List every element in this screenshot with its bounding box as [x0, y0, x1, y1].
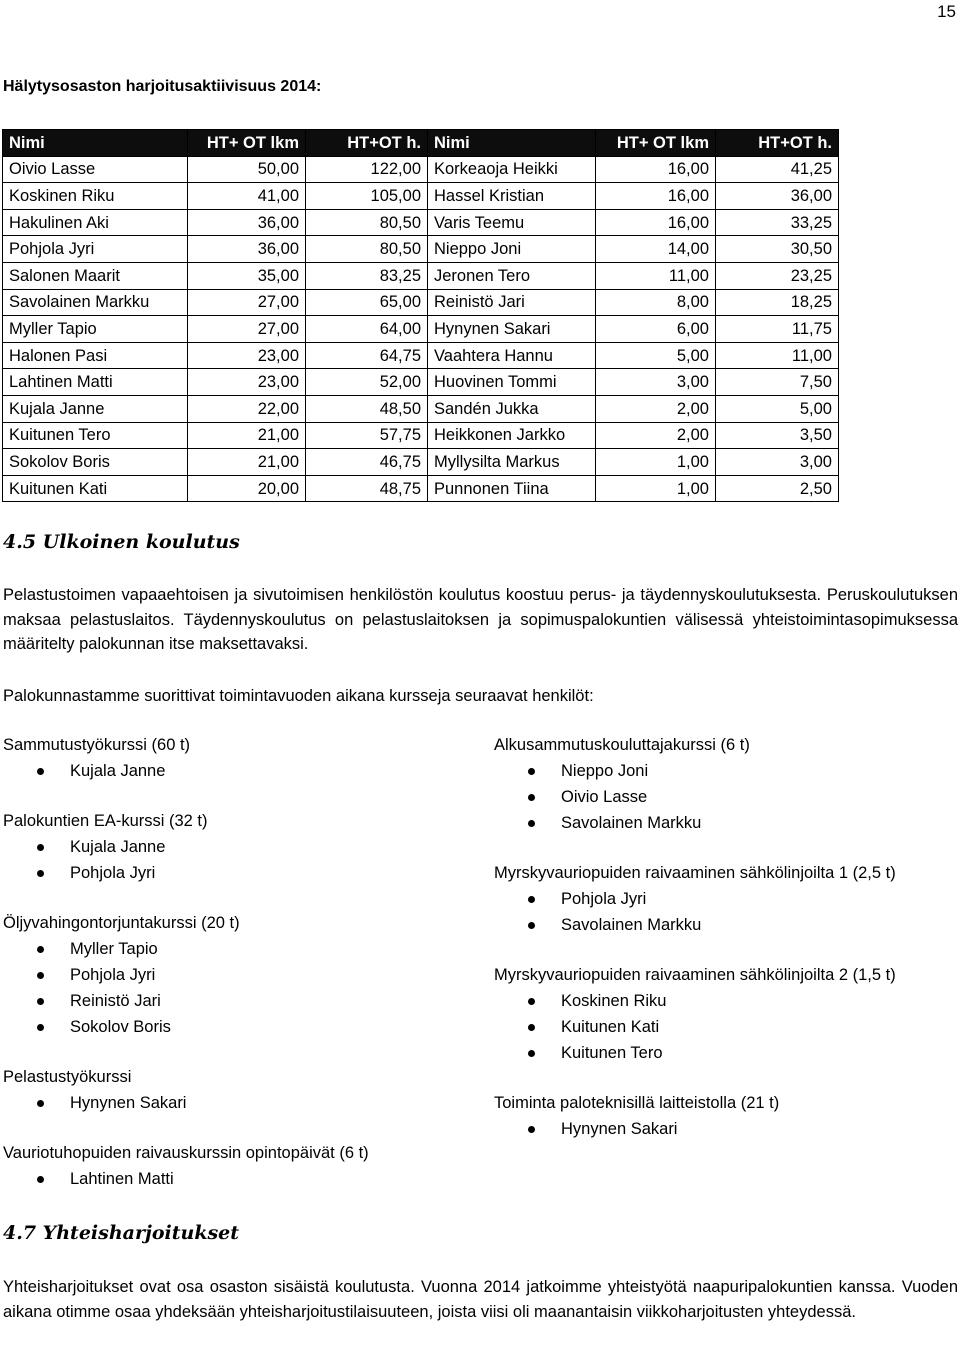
- participant-name: Hynynen Sakari: [70, 1094, 187, 1112]
- bullet-icon: [528, 794, 535, 801]
- bullet-icon: [37, 844, 44, 851]
- table-row: [3, 475, 839, 502]
- group-spacer: [3, 1116, 473, 1140]
- bullet-icon: [37, 768, 44, 775]
- bullet-icon: [528, 998, 535, 1005]
- cell-name-1: Halonen Pasi: [3, 342, 188, 369]
- participant-name: Pohjola Jyri: [561, 890, 647, 908]
- list-item: [3, 1014, 473, 1040]
- list-item: [494, 1040, 960, 1066]
- course-title: Öljyvahingontorjuntakurssi (20 t): [3, 914, 240, 932]
- cell-count-1: 36,00: [188, 236, 306, 263]
- cell-hours-2: 11,75: [716, 316, 839, 343]
- table-row: [3, 395, 839, 422]
- section-4-5-paragraph-2: Palokunnastamme suorittivat toimintavuoden aikana kursseja seuraavat henkilöt:: [3, 687, 594, 705]
- col-header-count-1: HT+ OT lkm: [188, 130, 306, 157]
- list-item: [3, 936, 473, 962]
- section-4-7-heading: 4.7 Yhteisharjoitukset: [3, 1222, 240, 1244]
- cell-hours-1: 48,75: [306, 475, 428, 502]
- participant-name: Lahtinen Matti: [70, 1170, 174, 1188]
- cell-count-1: 35,00: [188, 262, 306, 289]
- cell-count-1: 41,00: [188, 183, 306, 210]
- list-item: [494, 1116, 960, 1142]
- participant-name: Pohjola Jyri: [70, 864, 156, 882]
- cell-count-1: 23,00: [188, 342, 306, 369]
- cell-count-2: 8,00: [596, 289, 716, 316]
- group-spacer: [494, 938, 960, 962]
- cell-hours-1: 105,00: [306, 183, 428, 210]
- exercise-activity-table: [2, 129, 839, 502]
- cell-hours-2: 3,50: [716, 422, 839, 449]
- list-item: [494, 912, 960, 938]
- cell-count-2: 16,00: [596, 156, 716, 183]
- participant-name: Myller Tapio: [70, 940, 158, 958]
- cell-count-2: 3,00: [596, 369, 716, 396]
- participant-name: Savolainen Markku: [561, 814, 702, 832]
- cell-count-1: 22,00: [188, 395, 306, 422]
- cell-name-1: Kujala Janne: [3, 395, 188, 422]
- cell-count-1: 21,00: [188, 422, 306, 449]
- cell-hours-2: 18,25: [716, 289, 839, 316]
- participant-name: Kujala Janne: [70, 838, 166, 856]
- cell-count-2: 11,00: [596, 262, 716, 289]
- cell-count-2: 1,00: [596, 449, 716, 476]
- bullet-icon: [528, 820, 535, 827]
- cell-name-1: Myller Tapio: [3, 316, 188, 343]
- list-item: [494, 1014, 960, 1040]
- cell-name-2: Sandén Jukka: [428, 395, 596, 422]
- cell-count-1: 20,00: [188, 475, 306, 502]
- section-4-5-heading: 4.5 Ulkoinen koulutus: [3, 531, 240, 553]
- course-participant-list: [494, 758, 960, 836]
- course-title: Palokuntien EA-kurssi (32 t): [3, 812, 208, 830]
- bullet-icon: [528, 1050, 535, 1057]
- col-header-hours-2: HT+OT h.: [716, 130, 839, 157]
- table-row: [3, 342, 839, 369]
- list-item: [494, 886, 960, 912]
- course-participant-list: [3, 1166, 473, 1192]
- participant-name: Kuitunen Tero: [561, 1044, 663, 1062]
- cell-hours-1: 52,00: [306, 369, 428, 396]
- table-row: [3, 422, 839, 449]
- table-row: [3, 209, 839, 236]
- section-4-5-paragraph-1: Pelastustoimen vapaaehtoisen ja sivutoimisen henkilöstön koulutus koostuu perus- ja täydennyskoulutuksesta. Peruskoulutuksen maksaa pelastuslaitos. Täydennyskoulutus on pelastuslaitoksen ja sopimuspalokuntien välisessä yhteistoimintasopimuksessa määritelty palokunnan itse maksettavaksi.: [3, 586, 958, 653]
- bullet-icon: [528, 768, 535, 775]
- list-item: [494, 758, 960, 784]
- cell-name-2: Huovinen Tommi: [428, 369, 596, 396]
- cell-hours-2: 36,00: [716, 183, 839, 210]
- cell-count-2: 16,00: [596, 183, 716, 210]
- course-title: Vauriotuhopuiden raivauskurssin opintopäivät (6 t): [3, 1144, 369, 1162]
- col-header-name-2: Nimi: [428, 130, 596, 157]
- table-row: [3, 236, 839, 263]
- cell-hours-2: 2,50: [716, 475, 839, 502]
- cell-hours-1: 64,75: [306, 342, 428, 369]
- cell-count-2: 2,00: [596, 395, 716, 422]
- cell-hours-1: 65,00: [306, 289, 428, 316]
- cell-name-2: Punnonen Tiina: [428, 475, 596, 502]
- bullet-icon: [37, 946, 44, 953]
- cell-name-1: Sokolov Boris: [3, 449, 188, 476]
- exercise-activity-heading: Hälytysosaston harjoitusaktiivisuus 2014:: [3, 78, 322, 95]
- bullet-icon: [528, 1024, 535, 1031]
- cell-count-1: 36,00: [188, 209, 306, 236]
- table-body: [3, 156, 839, 502]
- bullet-icon: [528, 922, 535, 929]
- cell-hours-1: 80,50: [306, 209, 428, 236]
- cell-name-2: Korkeaoja Heikki: [428, 156, 596, 183]
- cell-hours-2: 23,25: [716, 262, 839, 289]
- cell-hours-2: 7,50: [716, 369, 839, 396]
- cell-hours-2: 3,00: [716, 449, 839, 476]
- list-item: [494, 784, 960, 810]
- cell-hours-2: 41,25: [716, 156, 839, 183]
- list-item: [3, 1090, 473, 1116]
- course-title: Alkusammutuskouluttajakurssi (6 t): [494, 736, 750, 754]
- participant-name: Pohjola Jyri: [70, 966, 156, 984]
- table-row: [3, 262, 839, 289]
- cell-hours-1: 64,00: [306, 316, 428, 343]
- page-number: 15: [937, 2, 956, 21]
- table-row: [3, 316, 839, 343]
- list-item: [494, 988, 960, 1014]
- cell-name-1: Pohjola Jyri: [3, 236, 188, 263]
- bullet-icon: [37, 1176, 44, 1183]
- course-participant-list: [3, 758, 473, 784]
- cell-hours-2: 11,00: [716, 342, 839, 369]
- course-participant-list: [494, 1116, 960, 1142]
- participant-name: Koskinen Riku: [561, 992, 667, 1010]
- course-title: Sammutustyökurssi (60 t): [3, 736, 191, 754]
- cell-name-2: Vaahtera Hannu: [428, 342, 596, 369]
- list-item: [3, 758, 473, 784]
- cell-name-2: Nieppo Joni: [428, 236, 596, 263]
- section-4-7-paragraph: Yhteisharjoitukset ovat osa osaston sisäistä koulutusta. Vuonna 2014 jatkoimme yhteistyötä naapuripalokuntien kanssa. Vuoden aikana otimme osaa yhdeksään yhteisharjoitustilaisuuteen, joista viisi oli maanantaisin viikkoharjoitusten yhteydessä.: [3, 1278, 958, 1321]
- bullet-icon: [37, 1024, 44, 1031]
- cell-hours-1: 83,25: [306, 262, 428, 289]
- cell-count-1: 27,00: [188, 289, 306, 316]
- table-row: [3, 289, 839, 316]
- course-participant-list: [3, 834, 473, 886]
- cell-name-2: Varis Teemu: [428, 209, 596, 236]
- table-header-row: [3, 130, 839, 157]
- list-item: [3, 834, 473, 860]
- group-spacer: [494, 1066, 960, 1090]
- participant-name: Reinistö Jari: [70, 992, 161, 1010]
- cell-name-1: Kuitunen Kati: [3, 475, 188, 502]
- course-title: Myrskyvauriopuiden raivaaminen sähkölinjoilta 2 (1,5 t): [494, 966, 896, 984]
- bullet-icon: [37, 972, 44, 979]
- list-item: [3, 962, 473, 988]
- cell-hours-1: 57,75: [306, 422, 428, 449]
- course-participant-list: [3, 1090, 473, 1116]
- table-row: [3, 449, 839, 476]
- cell-hours-1: 80,50: [306, 236, 428, 263]
- course-participant-list: [3, 936, 473, 1040]
- participant-name: Nieppo Joni: [561, 762, 649, 780]
- cell-name-2: Jeronen Tero: [428, 262, 596, 289]
- course-title: Toiminta paloteknisillä laitteistolla (21 t): [494, 1094, 780, 1112]
- table-row: [3, 369, 839, 396]
- table-row: [3, 183, 839, 210]
- cell-name-2: Myllysilta Markus: [428, 449, 596, 476]
- cell-count-2: 1,00: [596, 475, 716, 502]
- participant-name: Hynynen Sakari: [561, 1120, 678, 1138]
- cell-name-1: Lahtinen Matti: [3, 369, 188, 396]
- courses-left-column: [3, 732, 473, 1192]
- col-header-name-1: Nimi: [3, 130, 188, 157]
- bullet-icon: [37, 1100, 44, 1107]
- cell-name-1: Hakulinen Aki: [3, 209, 188, 236]
- group-spacer: [494, 836, 960, 860]
- cell-count-1: 50,00: [188, 156, 306, 183]
- course-participant-list: [494, 886, 960, 938]
- cell-count-1: 21,00: [188, 449, 306, 476]
- table-row: [3, 156, 839, 183]
- course-title: Pelastustyökurssi: [3, 1068, 132, 1086]
- cell-name-1: Salonen Maarit: [3, 262, 188, 289]
- cell-count-2: 16,00: [596, 209, 716, 236]
- list-item: [3, 988, 473, 1014]
- participant-name: Sokolov Boris: [70, 1018, 171, 1036]
- cell-hours-2: 30,50: [716, 236, 839, 263]
- cell-name-2: Hynynen Sakari: [428, 316, 596, 343]
- group-spacer: [3, 784, 473, 808]
- participant-name: Kujala Janne: [70, 762, 166, 780]
- bullet-icon: [528, 896, 535, 903]
- cell-hours-2: 33,25: [716, 209, 839, 236]
- bullet-icon: [528, 1126, 535, 1133]
- cell-hours-2: 5,00: [716, 395, 839, 422]
- courses-right-column: [494, 732, 960, 1142]
- cell-hours-1: 46,75: [306, 449, 428, 476]
- list-item: [494, 810, 960, 836]
- cell-count-1: 27,00: [188, 316, 306, 343]
- cell-name-2: Hassel Kristian: [428, 183, 596, 210]
- cell-hours-1: 48,50: [306, 395, 428, 422]
- participant-name: Oivio Lasse: [561, 788, 648, 806]
- cell-count-2: 14,00: [596, 236, 716, 263]
- cell-name-2: Heikkonen Jarkko: [428, 422, 596, 449]
- bullet-icon: [37, 870, 44, 877]
- cell-count-2: 5,00: [596, 342, 716, 369]
- cell-name-1: Kuitunen Tero: [3, 422, 188, 449]
- cell-name-1: Savolainen Markku: [3, 289, 188, 316]
- group-spacer: [3, 1040, 473, 1064]
- participant-name: Savolainen Markku: [561, 916, 702, 934]
- cell-name-2: Reinistö Jari: [428, 289, 596, 316]
- list-item: [3, 860, 473, 886]
- course-participant-list: [494, 988, 960, 1066]
- cell-name-1: Oivio Lasse: [3, 156, 188, 183]
- col-header-count-2: HT+ OT lkm: [596, 130, 716, 157]
- cell-count-1: 23,00: [188, 369, 306, 396]
- participant-name: Kuitunen Kati: [561, 1018, 660, 1036]
- cell-count-2: 6,00: [596, 316, 716, 343]
- col-header-hours-1: HT+OT h.: [306, 130, 428, 157]
- cell-count-2: 2,00: [596, 422, 716, 449]
- cell-hours-1: 122,00: [306, 156, 428, 183]
- group-spacer: [3, 886, 473, 910]
- cell-name-1: Koskinen Riku: [3, 183, 188, 210]
- list-item: [3, 1166, 473, 1192]
- course-title: Myrskyvauriopuiden raivaaminen sähkölinjoilta 1 (2,5 t): [494, 864, 896, 882]
- bullet-icon: [37, 998, 44, 1005]
